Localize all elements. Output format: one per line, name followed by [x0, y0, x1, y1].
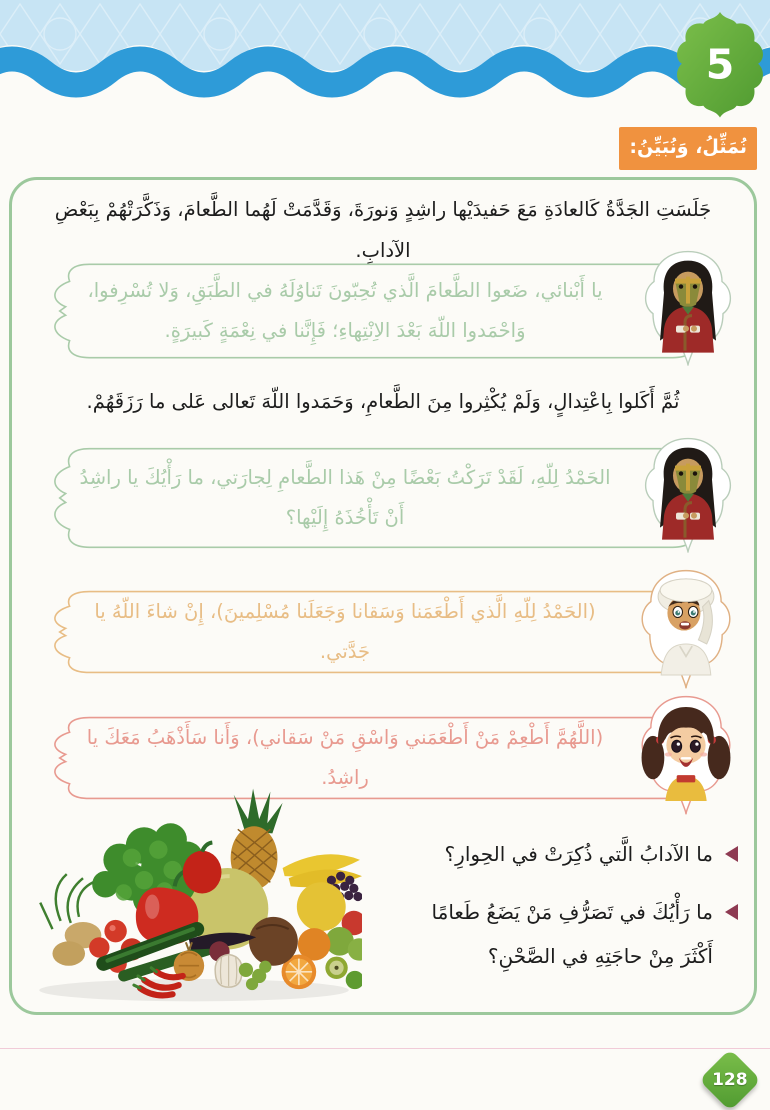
bubble-line: أَنْ تَأْخُذَهُ إِلَيْها؟: [285, 506, 405, 529]
bubble-line: يا أَبْنائي، ضَعوا الطَّعامَ الَّذي تُحِبّونَ تَناوُلَهُ في الطَّبَقِ، وَلا تُسْرِفوا،: [87, 279, 603, 303]
question-2: [326, 890, 738, 978]
grandmother-avatar: [638, 436, 738, 556]
girl-avatar: [634, 694, 738, 818]
bubble-line: وَاحْمَدوا اللّهَ بَعْدَ الاِنْتِهاءِ؛ فَإِنَّنا في نِعْمَةٍ كَبيرَةٍ.: [164, 319, 526, 342]
question-text: ما الآدابُ الَّتي ذُكِرَتْ في الحِوارِ؟: [444, 842, 713, 866]
page-number: 128: [712, 1070, 748, 1090]
triangle-bullet-icon: [725, 846, 738, 862]
grandmother-avatar: [638, 249, 738, 369]
dialog-box: [9, 177, 757, 1015]
bubble-line: الحَمْدُ لِلّهِ، لَقَدْ تَرَكْتُ بَعْضًا مِنْ هَذا الطَّعامِ لِجارَتي، ما رَأْيُكَ يا راشِدُ: [79, 466, 611, 490]
grandmother-illustration: [660, 261, 716, 353]
section-label-text: نُمَثِّلُ، وَنُبَيِّنُ:: [629, 136, 747, 158]
boy-avatar: [634, 568, 738, 692]
speech-bubble-grandmother-1: [34, 258, 726, 364]
speech-bubble-grandmother-2: [34, 442, 726, 554]
speech-bubble-boy: [34, 586, 726, 678]
section-label: [619, 127, 757, 170]
narration-text: ثُمَّ أَكَلوا بِاعْتِدالٍ، وَلَمْ يُكْثِروا مِنَ الطَّعامِ، وَحَمَدوا اللّهَ تَعالى عَلى ما رَزَقَهُمْ.: [86, 390, 680, 413]
question-line: أَكْثَرَ مِنْ حاجَتِهِ في الصَّحْنِ؟: [487, 944, 713, 968]
footer-divider-line: [0, 1048, 770, 1049]
triangle-bullet-icon: [725, 904, 738, 920]
question-1: [326, 832, 738, 876]
grandmother-illustration: [660, 448, 716, 540]
question-text: [432, 890, 713, 978]
wave-ribbon: [0, 59, 770, 85]
bubble-text: [68, 258, 622, 364]
bubble-text: [68, 442, 622, 554]
question-line: ما رَأْيُكَ في تَصَرُّفِ مَنْ يَضَعُ طَعامًا: [431, 900, 713, 924]
header-wave-graphic: [0, 0, 770, 112]
bubble-text: [68, 586, 622, 678]
intro-text: جَلَسَتِ الجَدَّةُ كَالعادَةِ مَعَ حَفيدَيْها راشِدٍ وَنورَةَ، وَقَدَّمَتْ لَهُما الطَّعامَ، وَذَكَّرَتْهُمْ بِبَعْضِ الآدابِ.: [54, 198, 712, 262]
lesson-number: 5: [705, 40, 735, 89]
bubble-line: (الحَمْدُ لِلّهِ الَّذي أَطْعَمَنا وَسَقانا وَجَعَلَنا مُسْلِمينَ)، إِنْ شاءَ اللّهُ يا جَدَّتي.: [94, 600, 596, 663]
fruits-vegetables-image: [26, 786, 362, 1006]
header-band: [0, 0, 770, 112]
lesson-number-badge: [676, 10, 764, 116]
page-number-badge: [699, 1049, 761, 1110]
bubble-line: (اللَّهُمَّ أَطْعِمْ مَنْ أَطْعَمَني وَاسْقِ مَنْ سَقاني)، وَأَنا سَأَذْهَبُ مَعَكَ يا راشِدُ.: [86, 726, 604, 789]
questions-list: [326, 832, 738, 978]
